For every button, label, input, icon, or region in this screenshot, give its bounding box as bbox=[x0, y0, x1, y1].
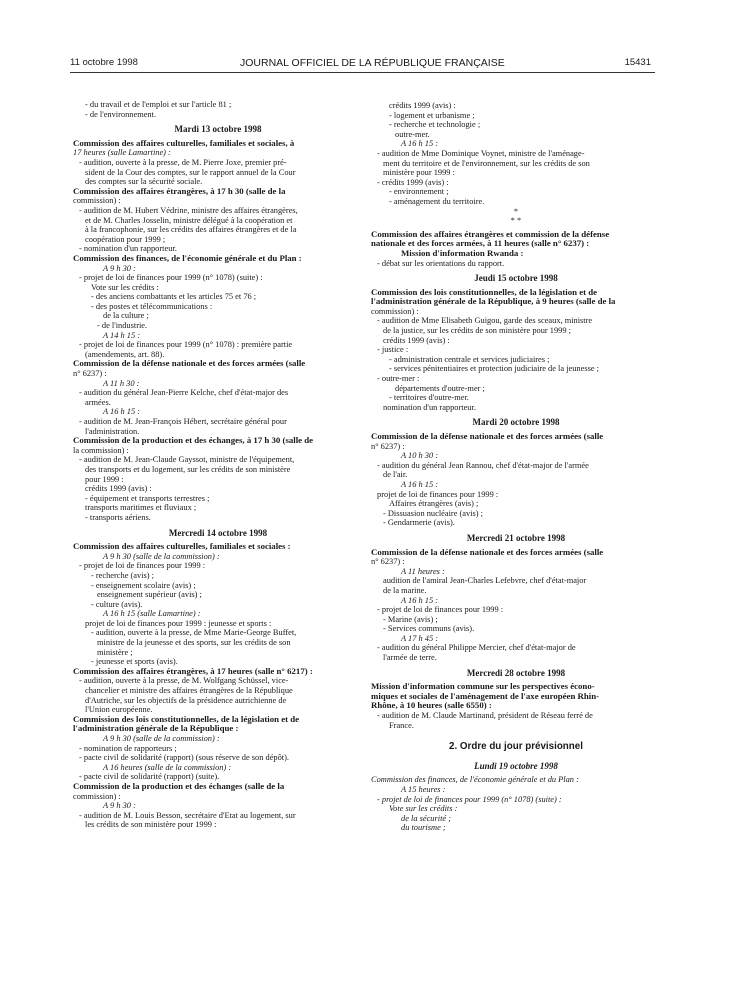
text-line: commission) : bbox=[73, 791, 121, 801]
text-line: Commission des finances, de l'économie générale et du Plan : bbox=[371, 775, 579, 785]
text-line: de la marine. bbox=[383, 585, 427, 595]
commission-line: Commission des lois constitutionnelles, de la législation et de bbox=[73, 714, 300, 724]
text-line: A 16 h 15 (salle Lamartine) : bbox=[103, 609, 201, 619]
text-line: Vote sur les crédits : bbox=[389, 804, 458, 814]
text-line: commission) : bbox=[73, 196, 121, 206]
right-column bbox=[371, 101, 661, 833]
text-line: - administration centrale et services judiciaires ; bbox=[389, 354, 550, 364]
separator: * * bbox=[510, 216, 522, 226]
text-line: A 16 h 15 : bbox=[401, 595, 439, 605]
text-line: A 9 h 30 : bbox=[103, 263, 136, 273]
text-line: - aménagement du territoire. bbox=[389, 196, 485, 206]
text-line: - audition, ouverte à la presse, de Mme Marie-George Buffet, bbox=[91, 628, 297, 638]
left-column bbox=[73, 100, 363, 830]
text-line: n° 6237) : bbox=[73, 369, 107, 379]
text-line: ministre de la jeunesse et des sports, sur les crédits de son bbox=[97, 638, 291, 648]
text-line: A 17 h 45 : bbox=[401, 633, 439, 643]
separator: * bbox=[513, 206, 519, 216]
text-line: l'armée de terre. bbox=[383, 653, 437, 663]
text-line: ministère pour 1999 : bbox=[383, 168, 455, 178]
text-line: transports maritimes et fluviaux ; bbox=[85, 503, 197, 513]
text-line: - Marine (avis) ; bbox=[383, 614, 438, 624]
text-line: - audition de Mme Dominique Voynet, ministre de l'aménage- bbox=[377, 148, 585, 158]
text-line: Affaires étrangères (avis) ; bbox=[389, 499, 479, 509]
text-line: - de l'industrie. bbox=[97, 321, 148, 331]
date-heading: Lundi 19 octobre 1998 bbox=[474, 760, 558, 771]
text-line: de la justice, sur les crédits de son ministère pour 1999 ; bbox=[383, 326, 571, 336]
text-line: - audition du général Jean Rannou, chef d'état-major de l'armée bbox=[377, 460, 589, 470]
text-line: A 16 heures (salle de la commission) : bbox=[103, 762, 232, 772]
text-line: crédits 1999 (avis) : bbox=[383, 335, 450, 345]
text-line: l'administration. bbox=[85, 426, 140, 436]
text-line: crédits 1999 (avis) : bbox=[389, 101, 456, 110]
date-heading: Mardi 20 octobre 1998 bbox=[472, 417, 560, 428]
text-line: - Gendarmerie (avis). bbox=[383, 518, 455, 528]
text-line: - débat sur les orientations du rapport. bbox=[377, 258, 505, 268]
text-line: - audition de Mme Elisabeth Guigou, garde des sceaux, ministre bbox=[377, 316, 593, 326]
text-line: ment du territoire et de l'environnement, sur les crédits de son bbox=[383, 158, 590, 168]
text-line: nomination d'un rapporteur. bbox=[383, 402, 476, 412]
text-line: de l'air. bbox=[383, 470, 408, 480]
commission-line: Commission des affaires étrangères et commission de la défense bbox=[371, 229, 610, 239]
text-line: - outre-mer : bbox=[377, 374, 420, 384]
text-line: projet de loi de finances pour 1999 : bbox=[377, 489, 499, 499]
text-line: coopération pour 1999 ; bbox=[85, 234, 166, 244]
text-line: - audition de M. Louis Besson, secrétaire d'Etat au logement, sur bbox=[79, 810, 296, 820]
text-line: A 16 h 15 : bbox=[401, 479, 439, 489]
text-line: - nomination de rapporteurs ; bbox=[79, 743, 177, 753]
text-line: - des postes et télécommunications : bbox=[91, 301, 213, 311]
section-title: 2. Ordre du jour prévisionnel bbox=[449, 741, 583, 753]
text-line: la commission) : bbox=[73, 445, 129, 455]
text-line: A 9 h 30 (salle de la commission) : bbox=[103, 551, 220, 561]
text-line: - projet de loi de finances pour 1999 : bbox=[377, 605, 504, 615]
text-line: A 9 h 30 : bbox=[103, 801, 136, 811]
text-line: - environnement ; bbox=[389, 187, 449, 197]
text-line: l'Union européenne. bbox=[85, 705, 153, 715]
commission-line: nationale et des forces armées, à 11 heures (salle n° 6237) : bbox=[371, 239, 590, 249]
text-line: - recherche et technologie ; bbox=[389, 120, 481, 130]
text-line: les crédits de son ministère pour 1999 : bbox=[85, 820, 217, 830]
text-line: - Services communs (avis). bbox=[383, 624, 475, 634]
text-line: pour 1999 : bbox=[85, 474, 124, 484]
header-date: 11 octobre 1998 bbox=[70, 57, 138, 68]
commission-line: Commission des affaires étrangères, à 17 heures (salle n° 6217) : bbox=[73, 666, 313, 676]
text-line: - Dissuasion nucléaire (avis) ; bbox=[383, 508, 484, 518]
text-line: ministère ; bbox=[97, 647, 133, 657]
text-line: commission) : bbox=[371, 306, 419, 316]
text-line: - culture (avis). bbox=[91, 599, 143, 609]
header-page-number: 15431 bbox=[624, 57, 651, 68]
text-line: - audition du général Philippe Mercier, chef d'état-major de bbox=[377, 643, 576, 653]
page-header bbox=[0, 57, 731, 71]
text-line: des transports et du logement, sur les crédits de son ministère bbox=[85, 464, 291, 474]
text-line: armées. bbox=[85, 397, 111, 407]
commission-line: Commission de la production et des échanges (salle de la bbox=[73, 781, 285, 791]
text-line: - projet de loi de finances pour 1999 (n° 1078) (suite) : bbox=[79, 273, 263, 283]
text-line: - du travail et de l'emploi et sur l'article 81 ; bbox=[85, 100, 232, 109]
text-line: - pacte civil de solidarité (rapport) (sous réserve de son dépôt). bbox=[79, 753, 289, 763]
text-line: A 10 h 30 : bbox=[401, 451, 439, 461]
commission-line: Commission de la défense nationale et des forces armées (salle bbox=[371, 547, 604, 557]
text-line: A 9 h 30 (salle de la commission) : bbox=[103, 734, 220, 743]
text-line: projet de loi de finances pour 1999 : jeunesse et sports : bbox=[85, 618, 272, 628]
text-line: - projet de loi de finances pour 1999 (n° 1078) : première partie bbox=[79, 340, 293, 350]
text-line: - nomination d'un rapporteur. bbox=[79, 244, 177, 254]
text-line: audition de l'amiral Jean-Charles Lefebvre, chef d'état-major bbox=[383, 576, 587, 586]
text-line: - audition de M. Hubert Védrine, ministre des affaires étrangères, bbox=[79, 205, 298, 215]
commission-line: miques et sociales de l'aménagement de l'axe européen Rhin- bbox=[371, 691, 600, 701]
commission-line: Rhône, à 10 heures (salle 6550) : bbox=[371, 701, 492, 711]
text-line: chancelier et ministre des affaires étrangères de la République bbox=[85, 686, 293, 696]
text-line: - crédits 1999 (avis) : bbox=[377, 177, 449, 187]
commission-line: Commission de la défense nationale et des forces armées (salle bbox=[73, 359, 306, 369]
commission-line: Mission d'information commune sur les perspectives écono- bbox=[371, 682, 595, 692]
text-line: n° 6237) : bbox=[371, 557, 405, 567]
text-line: A 11 heures : bbox=[401, 566, 445, 576]
text-line: - recherche (avis) ; bbox=[91, 570, 155, 580]
text-line: - équipement et transports terrestres ; bbox=[85, 493, 210, 503]
date-heading: Jeudi 15 octobre 1998 bbox=[474, 273, 558, 284]
text-line: - pacte civil de solidarité (rapport) (suite). bbox=[79, 772, 220, 782]
text-line: sident de la Cour des comptes, sur le rapport annuel de la Cour bbox=[85, 167, 296, 177]
text-line: - transports aériens. bbox=[85, 512, 151, 522]
text-line: outre-mer. bbox=[395, 129, 430, 139]
commission-line: Commission des finances, de l'économie générale et du Plan : bbox=[73, 253, 302, 263]
text-line: - de l'environnement. bbox=[85, 109, 157, 119]
text-line: de la culture ; bbox=[103, 311, 149, 321]
text-line: - logement et urbanisme ; bbox=[389, 110, 475, 120]
text-line: du tourisme ; bbox=[401, 823, 446, 833]
text-line: (amendements, art. 88). bbox=[85, 349, 165, 359]
text-line: - jeunesse et sports (avis). bbox=[91, 657, 178, 667]
text-line: Vote sur les crédits : bbox=[91, 282, 159, 292]
text-line: - audition, ouverte à la presse, de M. Pierre Joxe, premier pré- bbox=[79, 157, 287, 167]
text-line: de la sécurité ; bbox=[401, 813, 452, 823]
text-line: A 16 h 15 : bbox=[103, 407, 141, 417]
text-line: - services pénitentiaires et protection judiciaire de la jeunesse ; bbox=[389, 364, 599, 374]
commission-line: Commission de la production et des échanges, à 17 h 30 (salle de bbox=[73, 436, 314, 446]
text-line: - enseignement scolaire (avis) ; bbox=[91, 580, 196, 590]
text-line: A 16 h 15 : bbox=[401, 139, 439, 149]
text-line: - audition de M. Jean-François Hébert, secrétaire général pour bbox=[79, 417, 287, 426]
text-line: - audition de M. Claude Martinand, président de Réseau ferré de bbox=[377, 711, 593, 721]
text-line: crédits 1999 (avis) : bbox=[85, 484, 152, 494]
date-heading: Mardi 13 octobre 1998 bbox=[174, 124, 262, 135]
text-line: - justice : bbox=[377, 345, 409, 355]
text-line: A 11 h 30 : bbox=[103, 378, 140, 388]
text-line: - projet de loi de finances pour 1999 : bbox=[79, 561, 206, 571]
commission-line: Commission des lois constitutionnelles, de la législation et de bbox=[371, 287, 598, 297]
commission-line: l'administration générale de la République, à 9 heures (salle de la bbox=[371, 297, 616, 307]
date-heading: Mercredi 14 octobre 1998 bbox=[168, 527, 268, 538]
commission-line: Mission d'information Rwanda : bbox=[401, 248, 524, 258]
date-heading: Mercredi 21 octobre 1998 bbox=[466, 532, 566, 543]
text-line: enseignement supérieur (avis) ; bbox=[97, 590, 202, 600]
text-line: A 14 h 15 : bbox=[103, 330, 141, 340]
commission-line: Commission des affaires culturelles, familiales et sociales, à bbox=[73, 138, 295, 148]
text-line: 17 heures (salle Lamartine) : bbox=[73, 148, 171, 158]
commission-line: Commission des affaires culturelles, familiales et sociales : bbox=[73, 542, 291, 552]
text-line: - audition du général Jean-Pierre Kelche, chef d'état-major des bbox=[79, 388, 289, 398]
text-line: des comptes sur la sécurité sociale. bbox=[85, 177, 203, 187]
text-line: n° 6237) : bbox=[371, 441, 405, 451]
header-title: JOURNAL OFFICIEL DE LA RÉPUBLIQUE FRANÇAISE bbox=[240, 57, 505, 69]
commission-line: l'administration générale de la République : bbox=[73, 724, 239, 734]
text-line: France. bbox=[389, 720, 414, 730]
text-line: départements d'outre-mer ; bbox=[395, 383, 485, 393]
text-line: - audition, ouverte à la presse, de M. Wolfgang Schüssel, vice- bbox=[79, 676, 289, 686]
commission-line: Commission des affaires étrangères, à 17 h 30 (salle de la bbox=[73, 186, 286, 196]
text-line: A 15 heures : bbox=[401, 785, 446, 794]
text-line: d'Autriche, sur les objectifs de la présidence autrichienne de bbox=[85, 695, 287, 705]
header-rule bbox=[70, 72, 655, 73]
text-line: - des anciens combattants et les articles 75 et 76 ; bbox=[91, 292, 257, 302]
text-line: - projet de loi de finances pour 1999 (n° 1078) (suite) : bbox=[377, 794, 562, 804]
commission-line: Commission de la défense nationale et des forces armées (salle bbox=[371, 432, 604, 441]
text-line: - audition de M. Jean-Claude Gayssot, ministre de l'équipement, bbox=[79, 455, 295, 465]
text-line: à la francophonie, sur les crédits des affaires étrangères et de la bbox=[85, 225, 297, 235]
text-line: et de M. Charles Josselin, ministre délégué à la coopération et bbox=[85, 215, 293, 225]
text-line: - territoires d'outre-mer. bbox=[389, 393, 469, 403]
date-heading: Mercredi 28 octobre 1998 bbox=[466, 667, 566, 678]
